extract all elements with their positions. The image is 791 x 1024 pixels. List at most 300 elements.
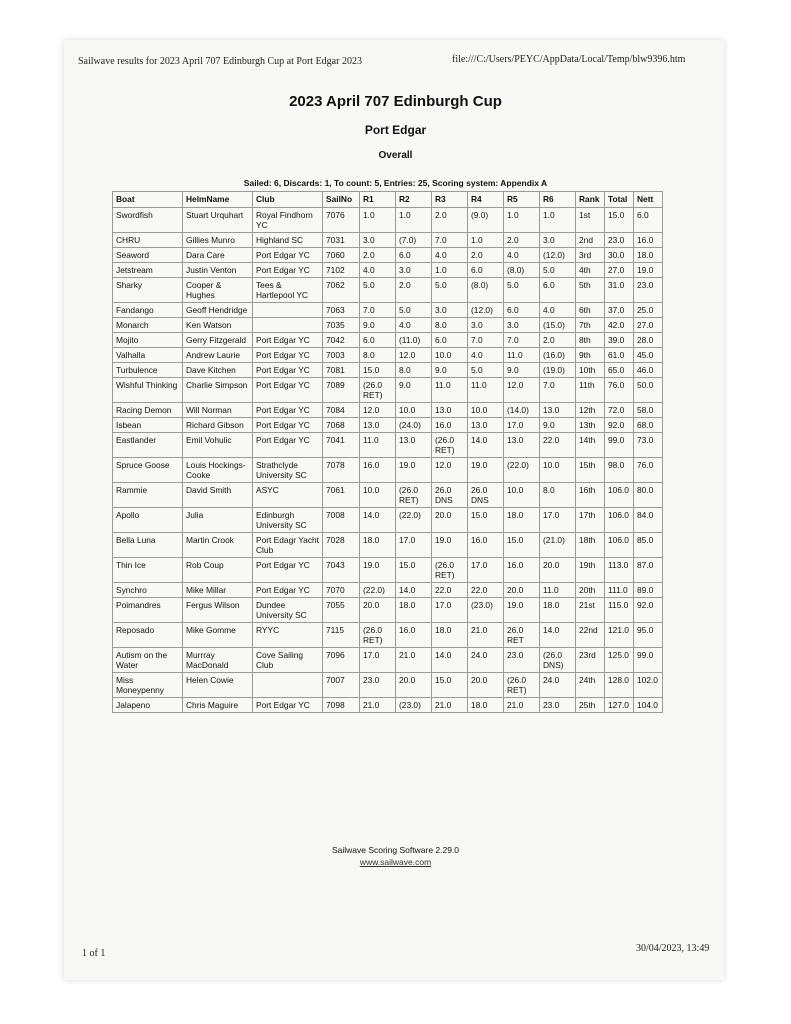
table-cell: 7060 (323, 248, 360, 263)
table-cell: 7063 (323, 303, 360, 318)
table-row (113, 623, 663, 648)
column-header: Boat (113, 192, 183, 208)
table-cell: Jetstream (113, 263, 183, 278)
table-cell: 10.0 (540, 458, 576, 483)
table-row (113, 508, 663, 533)
table-cell: 7031 (323, 233, 360, 248)
table-cell: (16.0) (540, 348, 576, 363)
table-cell: 12.0 (396, 348, 432, 363)
table-cell: 39.0 (605, 333, 634, 348)
page-number: 1 of 1 (82, 948, 106, 959)
table-row (113, 583, 663, 598)
table-cell: 30.0 (605, 248, 634, 263)
table-cell: Tees & Hartlepool YC (253, 278, 323, 303)
table-cell: Poimandres (113, 598, 183, 623)
column-header: R5 (504, 192, 540, 208)
column-header: Nett (634, 192, 663, 208)
table-cell: (8.0) (468, 278, 504, 303)
table-cell: 20.0 (360, 598, 396, 623)
table-row (113, 233, 663, 248)
table-cell: 65.0 (605, 363, 634, 378)
table-cell: 17.0 (540, 508, 576, 533)
table-cell: 45.0 (634, 348, 663, 363)
table-cell: (26.0 RET) (432, 433, 468, 458)
table-cell: (9.0) (468, 208, 504, 233)
table-cell: 3.0 (432, 303, 468, 318)
table-cell: 3.0 (540, 233, 576, 248)
table-row (113, 648, 663, 673)
table-cell: Turbulence (113, 363, 183, 378)
table-cell: 16.0 (396, 623, 432, 648)
table-cell: Dave Kitchen (183, 363, 253, 378)
table-cell: 1.0 (396, 208, 432, 233)
table-cell: 1.0 (360, 208, 396, 233)
results-table-header (113, 192, 663, 208)
column-header: R4 (468, 192, 504, 208)
table-cell: 21st (576, 598, 605, 623)
table-row (113, 533, 663, 558)
table-cell: 23.0 (360, 673, 396, 698)
table-cell: 12.0 (432, 458, 468, 483)
table-row (113, 263, 663, 278)
column-header: Club (253, 192, 323, 208)
table-cell: 26.0 RET (504, 623, 540, 648)
table-cell: Justin Venton (183, 263, 253, 278)
table-cell: 7042 (323, 333, 360, 348)
table-cell: 13.0 (396, 433, 432, 458)
table-cell: Mojito (113, 333, 183, 348)
table-cell: Port Edgar YC (253, 248, 323, 263)
table-row (113, 348, 663, 363)
table-cell: 11.0 (360, 433, 396, 458)
table-cell: 5.0 (432, 278, 468, 303)
table-cell: 6.0 (504, 303, 540, 318)
table-cell: 11.0 (432, 378, 468, 403)
table-cell: 14.0 (396, 583, 432, 598)
table-cell: David Smith (183, 483, 253, 508)
table-cell: Geoff Hendridge (183, 303, 253, 318)
table-row (113, 208, 663, 233)
table-cell: 18.0 (396, 598, 432, 623)
results-table (112, 191, 663, 713)
table-cell: 6.0 (396, 248, 432, 263)
table-cell: 4.0 (540, 303, 576, 318)
table-cell: 31.0 (605, 278, 634, 303)
table-cell: 76.0 (634, 458, 663, 483)
table-cell: Port Edgar YC (253, 433, 323, 458)
table-cell: 16.0 (504, 558, 540, 583)
table-row (113, 433, 663, 458)
table-cell: Dundee University SC (253, 598, 323, 623)
table-cell: 5.0 (396, 303, 432, 318)
table-cell: (26.0 RET) (432, 558, 468, 583)
table-cell: 128.0 (605, 673, 634, 698)
table-cell: 7062 (323, 278, 360, 303)
table-cell: 7078 (323, 458, 360, 483)
table-cell: 106.0 (605, 508, 634, 533)
table-cell: 15.0 (605, 208, 634, 233)
table-cell: 2nd (576, 233, 605, 248)
table-cell: Strathclyde University SC (253, 458, 323, 483)
table-cell: 13.0 (360, 418, 396, 433)
table-cell: Martin Crook (183, 533, 253, 558)
table-cell: 15.0 (504, 533, 540, 558)
table-cell: 7008 (323, 508, 360, 533)
table-cell: 14.0 (432, 648, 468, 673)
table-cell: 7.0 (432, 233, 468, 248)
software-credit: Sailwave Scoring Software 2.29.0 (331, 845, 460, 855)
table-cell: 19.0 (432, 533, 468, 558)
table-cell: 28.0 (634, 333, 663, 348)
table-cell: 12.0 (504, 378, 540, 403)
table-cell: Chris Maguire (183, 698, 253, 713)
table-cell: Fergus Wilson (183, 598, 253, 623)
table-cell: 106.0 (605, 533, 634, 558)
table-cell: 16.0 (432, 418, 468, 433)
table-cell: 4.0 (396, 318, 432, 333)
table-cell: 76.0 (605, 378, 634, 403)
column-header: SailNo (323, 192, 360, 208)
table-cell: 6.0 (540, 278, 576, 303)
table-cell: 84.0 (634, 508, 663, 533)
table-cell: 15.0 (396, 558, 432, 583)
table-cell: Mike Millar (183, 583, 253, 598)
table-cell: Racing Demon (113, 403, 183, 418)
table-cell: 11.0 (468, 378, 504, 403)
table-cell: CHRU (113, 233, 183, 248)
table-cell: (22.0) (396, 508, 432, 533)
table-cell: 26.0 DNS (468, 483, 504, 508)
table-cell: 23.0 (634, 278, 663, 303)
table-cell: (8.0) (504, 263, 540, 278)
column-header: HelmName (183, 192, 253, 208)
table-cell: Port Edgar YC (253, 698, 323, 713)
table-cell: 111.0 (605, 583, 634, 598)
table-cell: Ken Watson (183, 318, 253, 333)
table-cell: 87.0 (634, 558, 663, 583)
table-cell: 50.0 (634, 378, 663, 403)
table-cell: 14.0 (468, 433, 504, 458)
table-cell: 2.0 (396, 278, 432, 303)
table-cell: 6.0 (360, 333, 396, 348)
table-cell: 25th (576, 698, 605, 713)
table-cell: 10.0 (360, 483, 396, 508)
table-cell: 26.0 DNS (432, 483, 468, 508)
table-cell: 85.0 (634, 533, 663, 558)
table-cell: Valhalla (113, 348, 183, 363)
table-cell: Port Edgar YC (253, 333, 323, 348)
table-cell: Autism on the Water (113, 648, 183, 673)
table-cell: 6.0 (634, 208, 663, 233)
table-cell: Fandango (113, 303, 183, 318)
table-cell: Port Edgar YC (253, 403, 323, 418)
table-cell: 7061 (323, 483, 360, 508)
results-subtitle: Overall (378, 150, 413, 161)
table-cell: (24.0) (396, 418, 432, 433)
table-cell: Isbean (113, 418, 183, 433)
table-cell: (26.0 RET) (360, 623, 396, 648)
column-header: R1 (360, 192, 396, 208)
table-cell: 18.0 (468, 698, 504, 713)
table-cell: Swordfish (113, 208, 183, 233)
table-cell: 6.0 (432, 333, 468, 348)
table-cell: (11.0) (396, 333, 432, 348)
table-cell: Julia (183, 508, 253, 533)
table-cell: 18.0 (504, 508, 540, 533)
table-cell (253, 303, 323, 318)
table-cell: ASYC (253, 483, 323, 508)
table-cell: 17.0 (468, 558, 504, 583)
table-cell: 18th (576, 533, 605, 558)
table-row (113, 483, 663, 508)
table-row (113, 558, 663, 583)
table-cell: 80.0 (634, 483, 663, 508)
table-cell: 2.0 (504, 233, 540, 248)
table-row (113, 318, 663, 333)
table-cell: 11.0 (540, 583, 576, 598)
table-cell: (15.0) (540, 318, 576, 333)
table-cell: Port Edgar YC (253, 558, 323, 583)
table-cell: 4th (576, 263, 605, 278)
table-cell: 14th (576, 433, 605, 458)
series-summary: Sailed: 6, Discards: 1, To count: 5, Entries: 25, Scoring system: Appendix A (243, 178, 548, 188)
table-cell: 15th (576, 458, 605, 483)
table-cell: 3rd (576, 248, 605, 263)
table-cell: Royal Findhorn YC (253, 208, 323, 233)
table-cell: Eastlander (113, 433, 183, 458)
table-cell: 16th (576, 483, 605, 508)
table-cell: 9.0 (396, 378, 432, 403)
table-cell: Cooper & Hughes (183, 278, 253, 303)
table-cell: 5.0 (468, 363, 504, 378)
table-cell: 7028 (323, 533, 360, 558)
table-cell: 10.0 (504, 483, 540, 508)
table-cell: Emil Vohulic (183, 433, 253, 458)
table-row (113, 363, 663, 378)
table-cell (253, 673, 323, 698)
column-header: R2 (396, 192, 432, 208)
table-cell: 11th (576, 378, 605, 403)
table-cell: 19.0 (360, 558, 396, 583)
table-cell: 4.0 (504, 248, 540, 263)
table-cell: Port Edagr Yacht Club (253, 533, 323, 558)
table-cell: 21.0 (432, 698, 468, 713)
table-cell: 21.0 (468, 623, 504, 648)
table-cell: 7.0 (504, 333, 540, 348)
table-cell: 115.0 (605, 598, 634, 623)
table-cell: Jalapeno (113, 698, 183, 713)
table-cell: 7.0 (540, 378, 576, 403)
table-cell: 3.0 (396, 263, 432, 278)
table-cell: (22.0) (360, 583, 396, 598)
table-cell: 89.0 (634, 583, 663, 598)
table-cell: (19.0) (540, 363, 576, 378)
table-cell: (23.0) (468, 598, 504, 623)
column-header: R3 (432, 192, 468, 208)
table-cell: 23rd (576, 648, 605, 673)
sailwave-link[interactable]: www.sailwave.com (359, 857, 432, 867)
table-cell: 4.0 (360, 263, 396, 278)
table-cell: 5.0 (360, 278, 396, 303)
table-row (113, 403, 663, 418)
table-cell: 21.0 (504, 698, 540, 713)
table-cell: 9.0 (504, 363, 540, 378)
table-cell: (7.0) (396, 233, 432, 248)
table-cell: 15.0 (468, 508, 504, 533)
table-cell: 2.0 (432, 208, 468, 233)
table-cell: 19.0 (468, 458, 504, 483)
print-header-title: Sailwave results for 2023 April 707 Edinburgh Cup at Port Edgar 2023 (78, 56, 362, 67)
table-cell: 7098 (323, 698, 360, 713)
table-cell: 8.0 (540, 483, 576, 508)
table-cell: 12th (576, 403, 605, 418)
table-cell: (22.0) (504, 458, 540, 483)
table-cell: 104.0 (634, 698, 663, 713)
table-cell: Synchro (113, 583, 183, 598)
table-cell: 61.0 (605, 348, 634, 363)
table-cell: 1.0 (540, 208, 576, 233)
table-cell: 20.0 (540, 558, 576, 583)
table-cell: 19.0 (634, 263, 663, 278)
table-row (113, 248, 663, 263)
table-cell: 7084 (323, 403, 360, 418)
table-cell: 8.0 (360, 348, 396, 363)
table-cell: 7041 (323, 433, 360, 458)
table-cell: 16.0 (468, 533, 504, 558)
column-header: R6 (540, 192, 576, 208)
table-cell: 92.0 (605, 418, 634, 433)
table-cell: 15.0 (360, 363, 396, 378)
table-cell: 7068 (323, 418, 360, 433)
table-cell: 19th (576, 558, 605, 583)
table-cell: Bella Luna (113, 533, 183, 558)
table-cell: 21.0 (360, 698, 396, 713)
table-cell: 73.0 (634, 433, 663, 458)
venue-heading: Port Edgar (364, 123, 427, 137)
table-cell: 22.0 (468, 583, 504, 598)
table-cell: 12.0 (360, 403, 396, 418)
column-header: Total (605, 192, 634, 208)
table-cell: 20.0 (504, 583, 540, 598)
table-row (113, 673, 663, 698)
table-cell: 18.0 (540, 598, 576, 623)
table-cell: 121.0 (605, 623, 634, 648)
table-cell: 22.0 (540, 433, 576, 458)
table-cell: 7076 (323, 208, 360, 233)
table-cell: Andrew Laurie (183, 348, 253, 363)
table-cell: 19.0 (396, 458, 432, 483)
table-cell: 7.0 (468, 333, 504, 348)
table-cell: 20.0 (468, 673, 504, 698)
table-cell: 10.0 (468, 403, 504, 418)
table-cell: 92.0 (634, 598, 663, 623)
table-cell: 27.0 (634, 318, 663, 333)
table-cell: 2.0 (360, 248, 396, 263)
table-cell: 13.0 (432, 403, 468, 418)
table-cell: 3.0 (468, 318, 504, 333)
table-cell: Murrray MacDonald (183, 648, 253, 673)
table-row (113, 378, 663, 403)
print-header-file-path: file:///C:/Users/PEYC/AppData/Local/Temp/blw9396.htm (452, 54, 686, 65)
table-cell: 10.0 (432, 348, 468, 363)
table-cell: 24.0 (468, 648, 504, 673)
table-cell: 20.0 (432, 508, 468, 533)
table-cell: 15.0 (432, 673, 468, 698)
table-cell: 98.0 (605, 458, 634, 483)
table-cell: 18.0 (634, 248, 663, 263)
table-cell: 113.0 (605, 558, 634, 583)
table-cell: 7007 (323, 673, 360, 698)
table-cell: 7.0 (360, 303, 396, 318)
table-cell: Port Edgar YC (253, 363, 323, 378)
table-cell: Apollo (113, 508, 183, 533)
table-cell: 17th (576, 508, 605, 533)
table-cell: 37.0 (605, 303, 634, 318)
table-cell: 2.0 (540, 333, 576, 348)
table-cell: 7096 (323, 648, 360, 673)
table-cell: (26.0 RET) (396, 483, 432, 508)
table-cell: (12.0) (468, 303, 504, 318)
table-cell: RYYC (253, 623, 323, 648)
table-cell: 99.0 (605, 433, 634, 458)
table-cell: 22nd (576, 623, 605, 648)
table-cell: 4.0 (432, 248, 468, 263)
table-cell: Gerry Fitzgerald (183, 333, 253, 348)
table-cell: 10.0 (396, 403, 432, 418)
table-cell: Seaword (113, 248, 183, 263)
table-cell: 1.0 (468, 233, 504, 248)
print-datetime: 30/04/2023, 13:49 (636, 943, 710, 954)
table-cell: Monarch (113, 318, 183, 333)
table-cell: 24.0 (540, 673, 576, 698)
table-cell: 23.0 (540, 698, 576, 713)
table-cell: 17.0 (396, 533, 432, 558)
table-cell: 13th (576, 418, 605, 433)
table-row (113, 418, 663, 433)
table-cell: (26.0 DNS) (540, 648, 576, 673)
table-cell: 8.0 (396, 363, 432, 378)
page-title: 2023 April 707 Edinburgh Cup (289, 93, 502, 110)
table-cell: 7115 (323, 623, 360, 648)
table-cell: Louis Hockings-Cooke (183, 458, 253, 483)
table-cell: Port Edgar YC (253, 263, 323, 278)
table-cell: 8.0 (432, 318, 468, 333)
table-cell: 7055 (323, 598, 360, 623)
table-row (113, 278, 663, 303)
table-cell: 17.0 (360, 648, 396, 673)
table-cell: 10th (576, 363, 605, 378)
table-cell: 19.0 (504, 598, 540, 623)
table-cell: 17.0 (432, 598, 468, 623)
table-cell: Dara Care (183, 248, 253, 263)
column-header: Rank (576, 192, 605, 208)
table-cell: 18.0 (432, 623, 468, 648)
table-cell (253, 318, 323, 333)
table-cell: 7089 (323, 378, 360, 403)
table-cell: 1st (576, 208, 605, 233)
table-cell: 17.0 (504, 418, 540, 433)
table-cell: 20.0 (396, 673, 432, 698)
table-cell: Spruce Goose (113, 458, 183, 483)
table-cell: 7102 (323, 263, 360, 278)
table-cell: 20th (576, 583, 605, 598)
table-cell: 16.0 (360, 458, 396, 483)
table-cell: 9th (576, 348, 605, 363)
table-row (113, 303, 663, 318)
table-row (113, 698, 663, 713)
header-row (113, 192, 663, 208)
table-cell: 5th (576, 278, 605, 303)
